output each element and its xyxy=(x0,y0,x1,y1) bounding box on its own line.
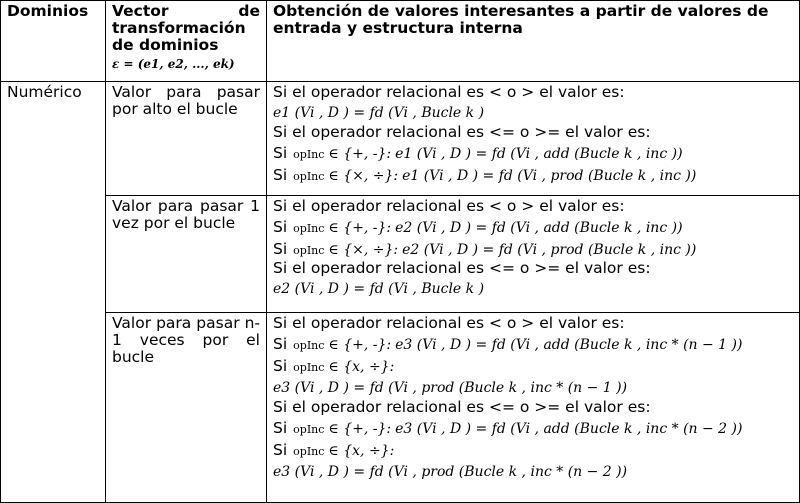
condition-label: Si el operador relacional es <= o >= el valor es: xyxy=(273,259,651,277)
condition-text xyxy=(273,315,793,333)
table-row xyxy=(1,82,800,196)
condition-label: Si el operador relacional es <= o >= el valor es: xyxy=(273,398,651,416)
table-row xyxy=(1,196,800,313)
operator-set: ∈ {+, -}: xyxy=(328,146,392,162)
header-vector-definition: ε = (e1, e2, ..., ek) xyxy=(112,57,235,71)
condition-text xyxy=(273,84,793,102)
si-formula-line xyxy=(273,439,793,461)
condition-text xyxy=(273,399,793,417)
header-vector-label: Vector de transformación de dominios xyxy=(112,2,260,54)
si-formula-line xyxy=(273,164,793,186)
formula-line xyxy=(273,278,793,300)
formula-line xyxy=(273,461,793,483)
si-formula-line xyxy=(273,216,793,238)
obtencion-cell-2 xyxy=(267,196,800,313)
formula-line xyxy=(273,377,793,399)
operator-set: ∈ {+, -}: xyxy=(328,421,392,437)
opinc-label: opInc xyxy=(293,148,325,161)
si-keyword: Si xyxy=(273,441,288,459)
formula: e2 (Vi , D ) = fd (Vi , prod (Bucle k , inc )) xyxy=(402,242,697,258)
formula: e2 (Vi , D ) = fd (Vi , Bucle k ) xyxy=(273,281,485,297)
operator-set: ∈ {x, ÷}: xyxy=(328,359,395,375)
si-keyword: Si xyxy=(273,166,288,184)
opinc-label: opInc xyxy=(293,423,325,436)
header-vector xyxy=(106,1,267,82)
table-row xyxy=(1,313,800,503)
obtencion-cell-3 xyxy=(267,313,800,503)
si-keyword: Si xyxy=(273,335,288,353)
si-keyword: Si xyxy=(273,218,288,236)
obtencion-cell-1 xyxy=(267,82,800,196)
si-formula-line xyxy=(273,142,793,164)
operator-set: ∈ {×, ÷}: xyxy=(328,242,399,258)
header-obtencion: Obtención de valores interesantes a partir de valores de entrada y estructura interna xyxy=(267,1,800,82)
domain-cell: Numérico xyxy=(1,82,106,503)
condition-text xyxy=(273,260,793,278)
formula: e3 (Vi , D ) = fd (Vi , add (Bucle k , inc * (n − 2 )) xyxy=(395,421,743,437)
opinc-label: opInc xyxy=(293,445,325,458)
operator-set: ∈ {x, ÷}: xyxy=(328,443,395,459)
si-formula-line xyxy=(273,238,793,260)
formula: e1 (Vi , D ) = fd (Vi , add (Bucle k , inc )) xyxy=(395,146,683,162)
si-keyword: Si xyxy=(273,144,288,162)
operator-set: ∈ {+, -}: xyxy=(328,337,392,353)
si-formula-line xyxy=(273,417,793,439)
condition-text xyxy=(273,124,793,142)
si-keyword: Si xyxy=(273,357,288,375)
opinc-label: opInc xyxy=(293,339,325,352)
formula: e1 (Vi , D ) = fd (Vi , prod (Bucle k , inc )) xyxy=(402,168,697,184)
formula: e3 (Vi , D ) = fd (Vi , prod (Bucle k , inc * (n − 1 )) xyxy=(273,380,628,396)
formula: e3 (Vi , D ) = fd (Vi , prod (Bucle k , inc * (n − 2 )) xyxy=(273,464,628,480)
condition-label: Si el operador relacional es < o > el valor es: xyxy=(273,197,625,215)
condition-label: Si el operador relacional es <= o >= el valor es: xyxy=(273,123,651,141)
si-keyword: Si xyxy=(273,419,288,437)
condition-label: Si el operador relacional es < o > el valor es: xyxy=(273,83,625,101)
vector-cell-1: Valor para pasar por alto el bucle xyxy=(106,82,267,196)
header-dominios: Dominios xyxy=(1,1,106,82)
operator-set: ∈ {×, ÷}: xyxy=(328,168,399,184)
vector-cell-2: Valor para pasar 1 vez por el bucle xyxy=(106,196,267,313)
formula: e3 (Vi , D ) = fd (Vi , add (Bucle k , inc * (n − 1 )) xyxy=(395,337,743,353)
opinc-label: opInc xyxy=(293,361,325,374)
condition-label: Si el operador relacional es < o > el valor es: xyxy=(273,314,625,332)
opinc-label: opInc xyxy=(293,244,325,257)
opinc-label: opInc xyxy=(293,170,325,183)
vector-cell-3: Valor para pasar n-1 veces por el bucle xyxy=(106,313,267,503)
si-keyword: Si xyxy=(273,240,288,258)
formula: e2 (Vi , D ) = fd (Vi , add (Bucle k , inc )) xyxy=(395,220,683,236)
si-formula-line xyxy=(273,355,793,377)
si-formula-line xyxy=(273,333,793,355)
formula: e1 (Vi , D ) = fd (Vi , Bucle k ) xyxy=(273,105,485,121)
condition-text xyxy=(273,198,793,216)
table-header-row xyxy=(1,1,800,82)
operator-set: ∈ {+, -}: xyxy=(328,220,392,236)
formula-line xyxy=(273,102,793,124)
opinc-label: opInc xyxy=(293,222,325,235)
